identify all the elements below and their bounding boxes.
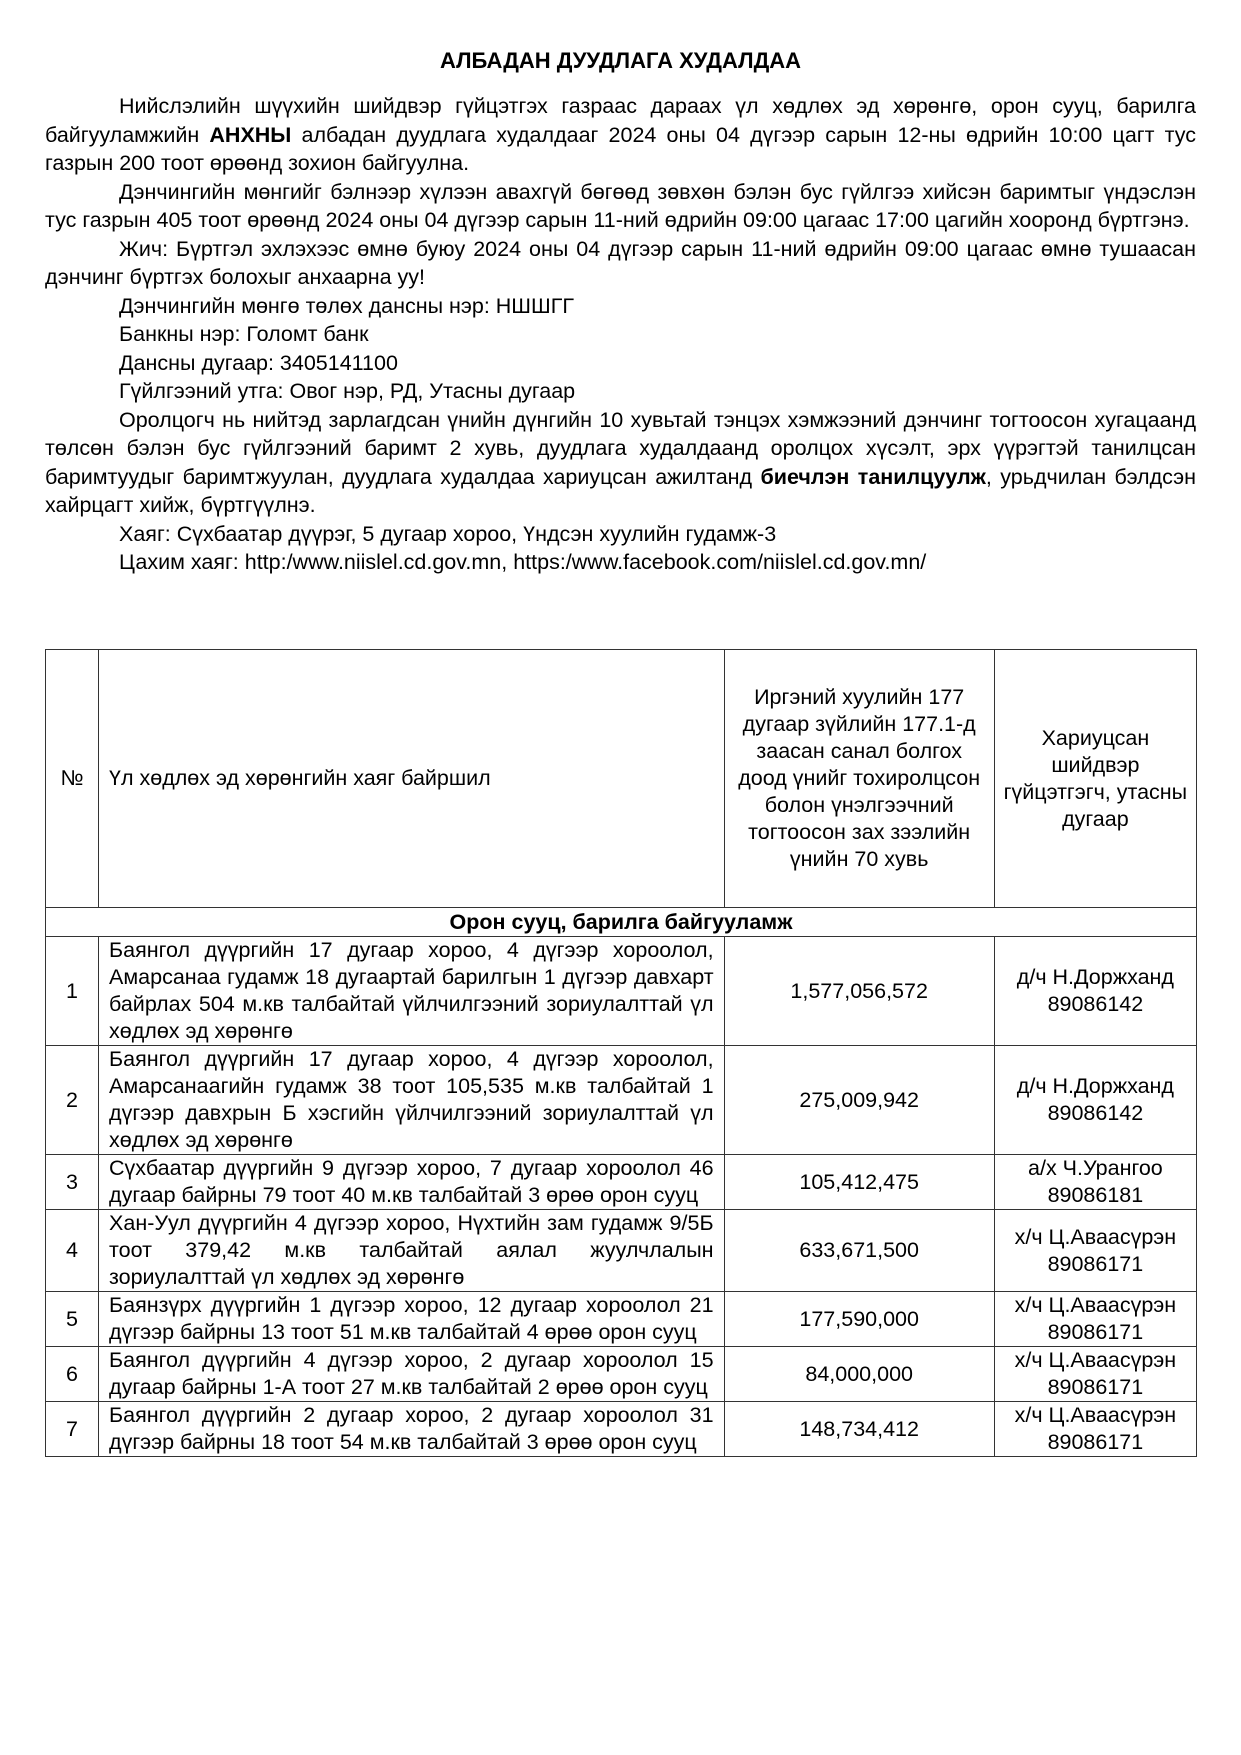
intro-paragraph-1	[45, 92, 1196, 178]
table-row	[46, 1210, 1197, 1292]
row-price: 105,412,475	[724, 1155, 994, 1210]
intro-paragraph-4	[45, 406, 1196, 520]
table-row	[46, 1155, 1197, 1210]
bank-name-line: Банкны нэр: Голомт банк	[119, 322, 369, 346]
table-row	[46, 1347, 1197, 1402]
row-num: 7	[46, 1402, 99, 1457]
row-price: 1,577,056,572	[724, 937, 994, 1046]
web-address-line: Цахим хаяг: http:/www.niislel.cd.gov.mn, https:/www.facebook.com/niislel.cd.gov.mn/	[119, 550, 927, 574]
table-row	[46, 1402, 1197, 1457]
row-num: 4	[46, 1210, 99, 1292]
table-row	[46, 1292, 1197, 1347]
auction-table	[45, 649, 1197, 1457]
row-responsible: д/ч Н.Доржханд 89086142	[994, 937, 1196, 1046]
transaction-purpose-line: Гүйлгээний утга: Овог нэр, РД, Утасны дугаар	[119, 379, 576, 403]
row-address: Баянзүрх дүүргийн 1 дүгээр хороо, 12 дугаар хороолол 21 дүгээр байрны 13 тоот 51 м.кв талбайтай 4 өрөө орон сууц	[99, 1292, 725, 1347]
header-price: Иргэний хуулийн 177 дугаар зүйлийн 177.1-д заасан санал болгох доод үнийг тохиролцсон болон үнэлгээчний тогтоосон зах зээлийн үнийн 70 хувь	[724, 650, 994, 908]
document-page	[45, 40, 1196, 577]
header-address: Үл хөдлөх эд хөрөнгийн хаяг байршил	[99, 650, 725, 908]
row-num: 3	[46, 1155, 99, 1210]
row-address: Баянгол дүүргийн 17 дугаар хороо, 4 дүгээр хороолол, Амарсанаа гудамж 18 дугаартай барилгын 1 дүгээр давхарт байрлах 504 м.кв талбайтай үйлчилгээний зориулалттай үл хөдлөх эд хөрөнгө	[99, 937, 725, 1046]
row-num: 6	[46, 1347, 99, 1402]
table-row	[46, 1046, 1197, 1155]
row-price: 275,009,942	[724, 1046, 994, 1155]
row-responsible: х/ч Ц.Аваасүрэн 89086171	[994, 1292, 1196, 1347]
header-num: №	[46, 650, 99, 908]
row-address: Баянгол дүүргийн 17 дугаар хороо, 4 дүгээр хороолол, Амарсанаагийн гудамж 38 тоот 105,535 м.кв талбайтай 1 дүгээр давхрын Б хэсгийн үйлчилгээний зориулалттай үл хөдлөх эд хөрөнгө	[99, 1046, 725, 1155]
row-responsible: а/х Ч.Урангоо 89086181	[994, 1155, 1196, 1210]
page-title: АЛБАДАН ДУУДЛАГА ХУДАЛДАА	[439, 48, 802, 73]
row-address: Баянгол дүүргийн 4 дүгээр хороо, 2 дугаар хороолол 15 дугаар байрны 1-А тоот 27 м.кв талбайтай 2 өрөө орон сууц	[99, 1347, 725, 1402]
row-num: 1	[46, 937, 99, 1046]
intro-paragraph-2: Дэнчингийн мөнгийг бэлнээр хүлээн авахгүй бөгөөд зөвхөн бэлэн бус гүйлгээ хийсэн баримтыг үндэслэн тус газрын 405 тоот өрөөнд 2024 оны 04 дүгээр сарын 11-ний өдрийн 09:00 цагаас 17:00 цагийн хооронд бүртгэнэ.	[45, 179, 1196, 232]
p1-text-b: албадан дуудлага худалдааг 2024 оны 04 дүгээр сарын 12-ны өдрийн 10:00 цагт тус газрын 200 тоот өрөөнд зохион байгуулна.	[45, 122, 1196, 175]
p1-bold: АНХНЫ	[209, 122, 292, 147]
section-row	[46, 908, 1197, 937]
row-address: Хан-Уул дүүргийн 4 дүгээр хороо, Нүхтийн зам гудамж 9/5Б тоот 379,42 м.кв талбайтай аялал жуулчлалын зориулалттай үл хөдлөх эд хөрөнгө	[99, 1210, 725, 1292]
table-row	[46, 937, 1197, 1046]
p1-text-a: Нийслэлийн шүүхийн шийдвэр гүйцэтгэх газраас дараах үл хөдлөх эд хөрөнгө, орон сууц, барилга байгууламжийн	[45, 94, 1196, 147]
row-num: 5	[46, 1292, 99, 1347]
row-responsible: х/ч Ц.Аваасүрэн 89086171	[994, 1347, 1196, 1402]
row-price: 148,734,412	[724, 1402, 994, 1457]
address-line: Хаяг: Сүхбаатар дүүрэг, 5 дугаар хороо, Үндсэн хуулийн гудамж-3	[119, 521, 777, 546]
row-responsible: х/ч Ц.Аваасүрэн 89086171	[994, 1210, 1196, 1292]
account-number-line: Дансны дугаар: 3405141100	[119, 350, 398, 375]
header-responsible: Хариуцсан шийдвэр гүйцэтгэгч, утасны дугаар	[994, 650, 1196, 908]
intro-paragraph-3: Жич: Бүртгэл эхлэхээс өмнө буюу 2024 оны 04 дүгээр сарын 11-ний өдрийн 09:00 цагаас өмнө тушаасан дэнчинг бүртгэх болохыг анхаарна уу!	[45, 236, 1196, 289]
table-header-row	[46, 650, 1197, 908]
row-price: 84,000,000	[724, 1347, 994, 1402]
section-label: Орон сууц, барилга байгууламж	[46, 908, 1197, 937]
row-num: 2	[46, 1046, 99, 1155]
row-address: Сүхбаатар дүүргийн 9 дүгээр хороо, 7 дугаар хороолол 46 дугаар байрны 79 тоот 40 м.кв талбайтай 3 өрөө орон сууц	[99, 1155, 725, 1210]
row-responsible: х/ч Ц.Аваасүрэн 89086171	[994, 1402, 1196, 1457]
row-price: 177,590,000	[724, 1292, 994, 1347]
account-name-line: Дэнчингийн мөнгө төлөх дансны нэр: НШШГГ	[119, 293, 575, 318]
row-price: 633,671,500	[724, 1210, 994, 1292]
p4-text-a: Оролцогч нь нийтэд зарлагдсан үнийн дүнгийн 10 хувьтай тэнцэх хэмжээний дэнчинг тогтоосон хугацаанд төлсөн бэлэн бус гүйлгээний баримт 2 хувь, дуудлага худалдаанд оролцох хүсэлт, эрх үүрэгтэй танилцсан баримтуудыг баримтжуулан, дуудлага худалдаа хариуцсан ажилтанд	[45, 407, 1196, 489]
row-address: Баянгол дүүргийн 2 дугаар хороо, 2 дугаар хороолол 31 дүгээр байрны 18 тоот 54 м.кв талбайтай 3 өрөө орон сууц	[99, 1402, 725, 1457]
row-responsible: д/ч Н.Доржханд 89086142	[994, 1046, 1196, 1155]
p4-bold: биечлэн танилцуулж	[760, 464, 986, 489]
p4-text-b: , урьдчилан бэлдсэн хайрцагт хийж, бүртгүүлнэ.	[45, 464, 1196, 517]
